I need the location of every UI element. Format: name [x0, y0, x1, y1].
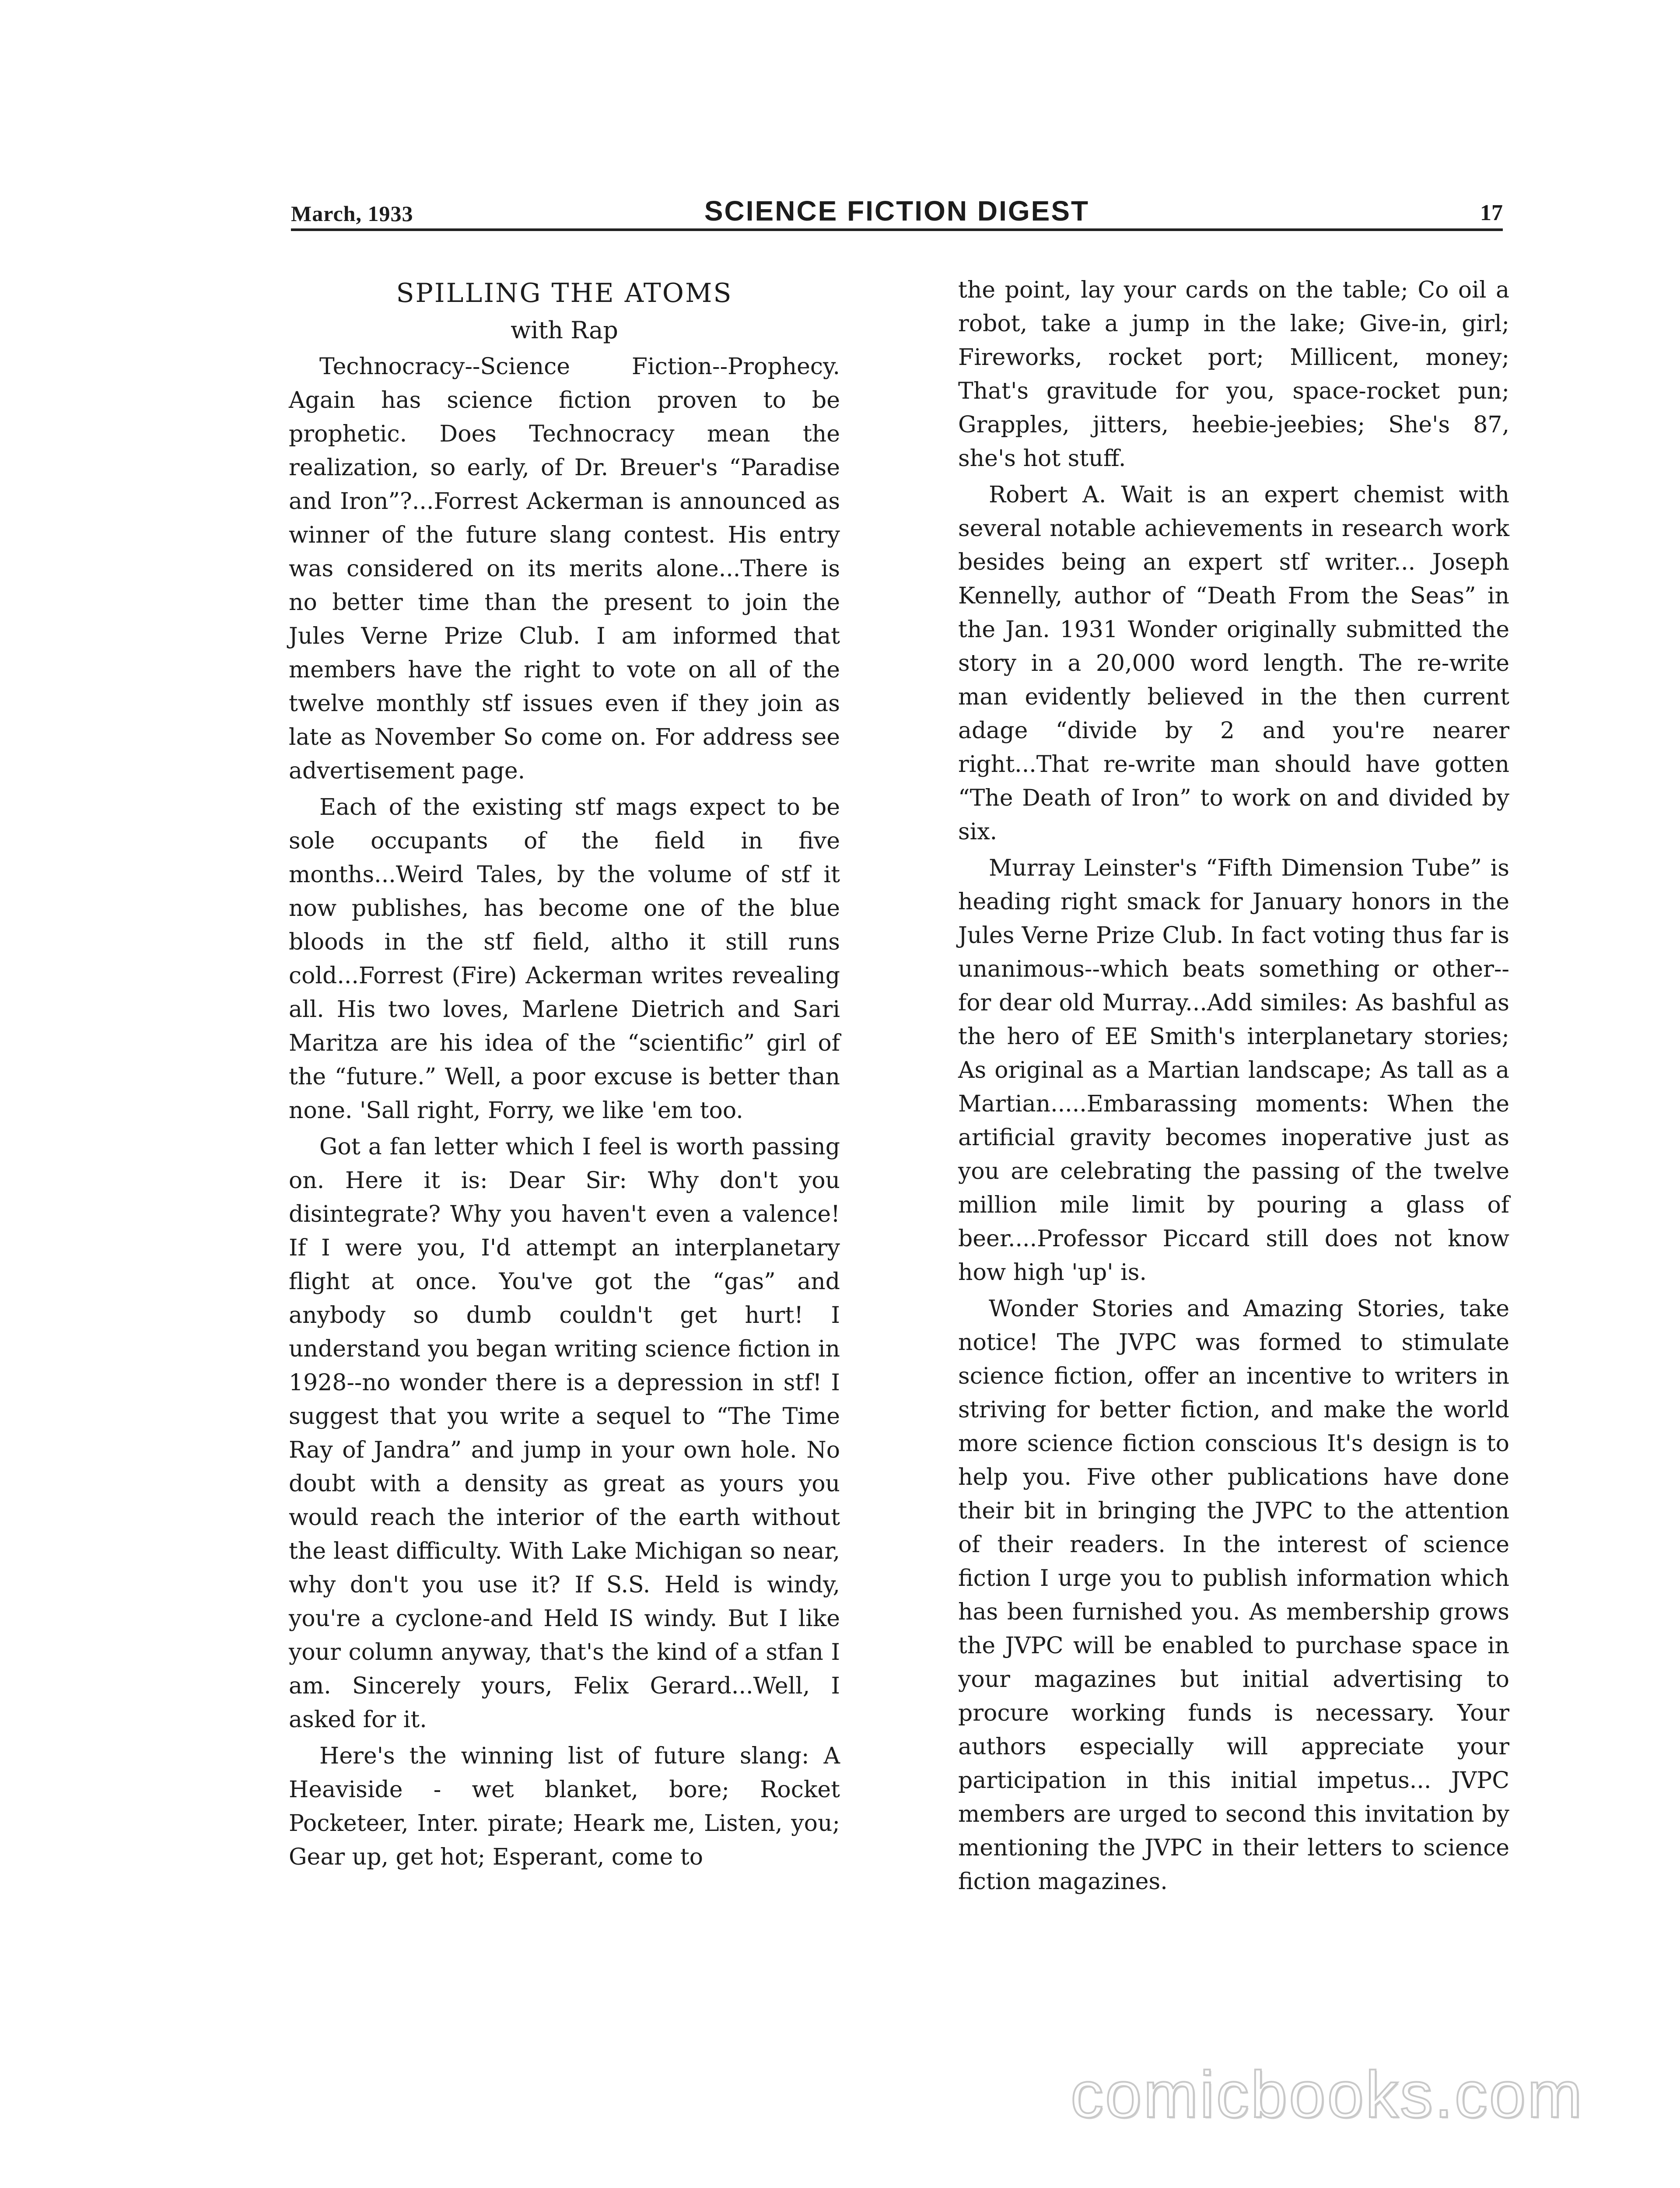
header-rule: [291, 228, 1503, 231]
paragraph: Technocracy--Science Fiction--Prophecy. Again has science fiction proven to be prophetic. Does Technocracy mean the realization, so early, of Dr. Breuer's “Paradise and Iron”?...Forrest Ackerman is announced as winner of the future slang contest. His entry was considered on its merits alone...There is no better time than the present to join the Jules Verne Prize Club. I am informed that members have the right to vote on all of the twelve monthly stf issues even if they join as late as November So come on. For address see advertisement page.: [289, 354, 840, 784]
paragraph: Got a fan letter which I feel is worth passing on. Here it is: Dear Sir: Why don't you disintegrate? Why you haven't even a valence! If I were you, I'd attempt an interplanetary flight at once. You've got the “gas” and anybody so dumb couldn't get hurt! I understand you began writing science fiction in 1928--no wonder there is a depression in stf! I suggest that you write a sequel to “The Time Ray of Jandra” and jump in your own hole. No doubt with a density as great as yours you would reach the interior of the earth without the least difficulty. With Lake Michigan so near, why don't you use it? If S.S. Held is windy, you're a cyclone-and Held IS windy. But I like your column anyway, that's the kind of a stfan I am. Sincerely yours, Felix Gerard...Well, I asked for it.: [289, 1134, 840, 1733]
paragraph: Wonder Stories and Amazing Stories, take notice! The JVPC was formed to stimulate science fiction, offer an incentive to writers in striving for better fiction, and make the world more science fiction conscious It's design is to help you. Five other publications have done their bit in bringing the JVPC to the attention of their readers. In the interest of science fiction I urge you to publish information which has been furnished you. As membership grows the JVPC will be enabled to purchase space in your magazines but initial advertising to procure working funds is necessary. Your authors especially will appreciate your participation in this initial impetus... JVPC members are urged to second this invitation by mentioning the JVPC in their letters to science fiction magazines.: [958, 1296, 1509, 1895]
right-column: [958, 274, 1509, 1901]
issue-date: March, 1933: [291, 201, 413, 226]
paragraph-continuation: the point, lay your cards on the table; Co oil a robot, take a jump in the lake; Give-in, girl; Fireworks, rocket port; Millicent, money; That's gravitude for you, space-rocket pun; Grapples, jitters, heebie-jeebies; She's 87, she's hot stuff.: [958, 277, 1509, 472]
paragraph: Each of the existing stf mags expect to be sole occupants of the field in five months...Weird Tales, by the volume of stf it now publishes, has become one of the blue bloods in the stf field, altho it still runs cold...Forrest (Fire) Ackerman writes revealing all. His two loves, Marlene Dietrich and Sari Maritza are his idea of the “scientific” girl of the “future.” Well, a poor excuse is better than none. 'Sall right, Forry, we like 'em too.: [289, 794, 840, 1124]
article-title: SPILLING THE ATOMS: [396, 278, 733, 309]
paragraph: Robert A. Wait is an expert chemist with several notable achievements in research work besides being an expert stf writer... Joseph Kennelly, author of “Death From the Seas” in the Jan. 1931 Wonder originally submitted the story in a 20,000 word length. The re-write man evidently believed in the then current adage “divide by 2 and you're nearer right...That re-write man should have gotten “The Death of Iron” to work on and divided by six.: [958, 482, 1509, 845]
paragraph: Murray Leinster's “Fifth Dimension Tube” is heading right smack for January honors in the Jules Verne Prize Club. In fact voting thus far is unanimous--which beats something or other--for dear old Murray...Add similes: As bashful as the hero of EE Smith's interplanetary stories; As original as a Martian landscape; As tall as a Martian.....Embarassing moments: When the artificial gravity becomes inoperative just as you are celebrating the passing of the twelve million mile limit by pouring a glass of beer....Professor Piccard still does not know how high 'up' is.: [958, 855, 1509, 1286]
left-column: [289, 276, 840, 1877]
running-header: [291, 195, 1503, 225]
site-watermark: comicbooks.com: [1070, 2058, 1584, 2131]
page-number: 17: [1480, 200, 1503, 225]
article-byline: with Rap: [511, 316, 618, 344]
paragraph: Here's the winning list of future slang: A Heaviside - wet blanket, bore; Rocket Pocketeer, Inter. pirate; Heark me, Listen, you; Gear up, get hot; Esperant, come to: [289, 1743, 840, 1870]
publication-title: SCIENCE FICTION DIGEST: [704, 195, 1090, 227]
